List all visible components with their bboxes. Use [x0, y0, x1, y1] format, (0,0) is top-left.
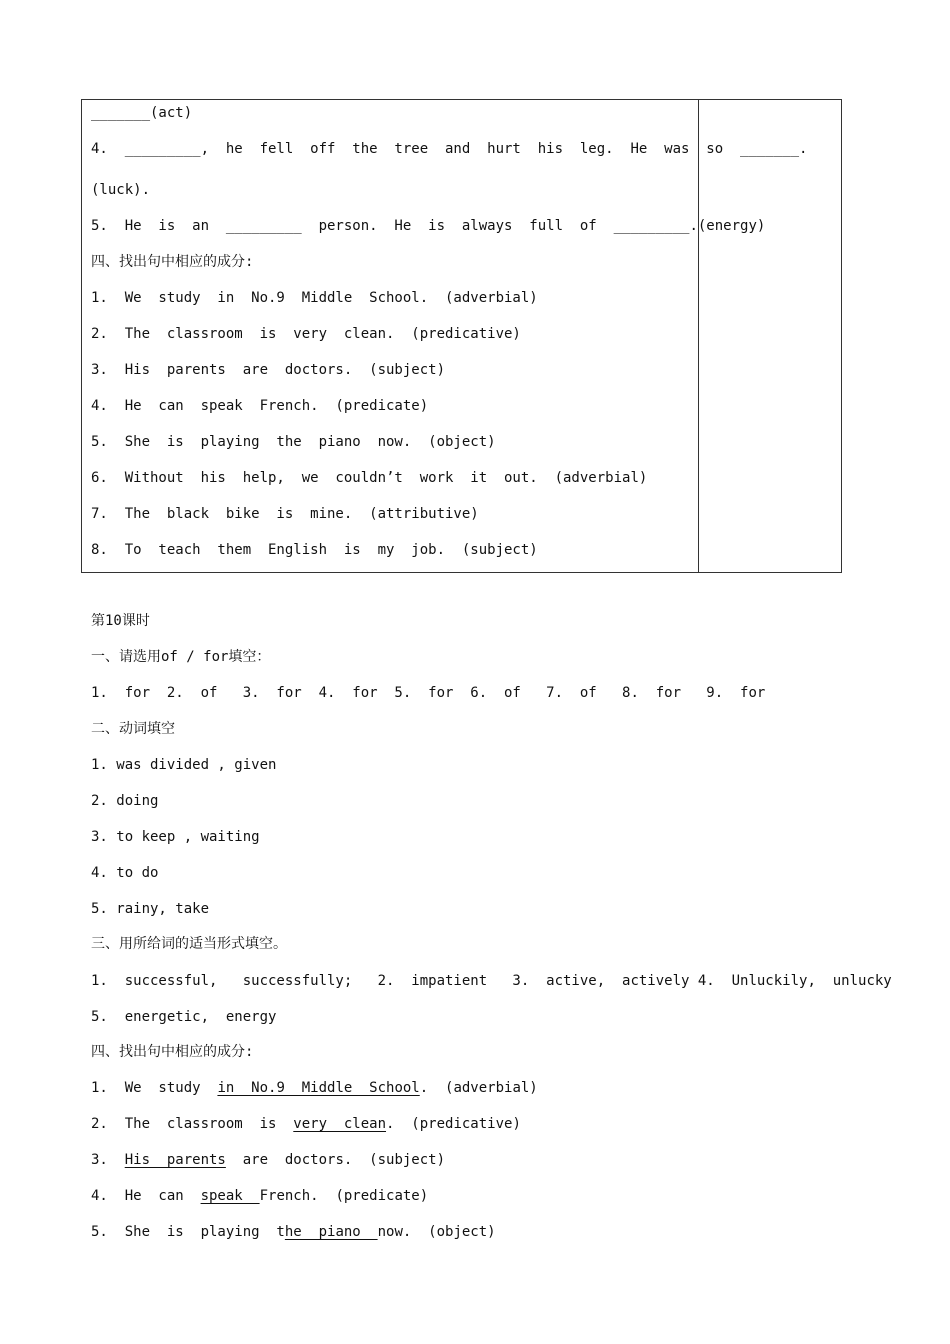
table-line: 1. We study in No.9 Middle School. (adverbial) — [91, 290, 538, 306]
answer-prefix: 2. The classroom is — [91, 1116, 294, 1132]
answer-line — [91, 1151, 445, 1169]
answer-line: 5. rainy, take — [91, 901, 210, 917]
underlined-part: speak — [200, 1188, 260, 1204]
answer-line: 5. energetic, energy — [91, 1009, 277, 1025]
section-heading: 二、动词填空 — [91, 721, 175, 737]
answer-prefix: 4. He can — [91, 1188, 201, 1204]
table-line: 7. The black bike is mine. (attributive) — [91, 506, 479, 522]
underlined-part: very clean — [293, 1116, 387, 1132]
lesson-title: 第10课时 — [91, 613, 150, 629]
answer-line — [91, 1187, 428, 1205]
answer-line: 1. for 2. of 3. for 4. for 5. for 6. of 7. of 8. for 9. for — [91, 685, 766, 701]
section-heading: 三、用所给词的适当形式填空。 — [91, 936, 287, 952]
table-line: 4. _________, he fell off the tree and hurt his leg. He was so _______. — [91, 141, 808, 157]
answer-line — [91, 1079, 538, 1097]
answer-suffix: French. (predicate) — [259, 1188, 429, 1204]
table-line: 6. Without his help, we couldn’t work it out. (adverbial) — [91, 470, 648, 486]
table-line: 4. He can speak French. (predicate) — [91, 398, 429, 414]
answer-prefix: 3. — [91, 1152, 125, 1168]
underlined-part: His parents — [124, 1152, 226, 1168]
answer-suffix: . (adverbial) — [419, 1080, 538, 1096]
answer-line: 1. was divided , given — [91, 757, 277, 773]
answer-line: 3. to keep , waiting — [91, 829, 260, 845]
answer-line — [91, 1115, 521, 1133]
answer-suffix: . (predicative) — [386, 1116, 521, 1132]
answer-line: 1. successful, successfully; 2. impatient 3. active, actively 4. Unluckily, unlucky — [91, 973, 892, 989]
table-column-divider — [698, 100, 699, 572]
table-line: 3. His parents are doctors. (subject) — [91, 362, 446, 378]
underlined-part: he piano — [284, 1224, 378, 1240]
table-line: 8. To teach them English is my job. (subject) — [91, 542, 538, 558]
section-heading: 一、请选用of / for填空： — [91, 649, 271, 665]
answer-suffix: are doctors. (subject) — [225, 1152, 446, 1168]
table-line: _______(act) — [91, 105, 193, 121]
answer-prefix: 1. We study — [91, 1080, 218, 1096]
section-heading: 四、找出句中相应的成分: — [91, 1044, 254, 1060]
answer-line: 2. doing — [91, 793, 159, 809]
answer-suffix: now. (object) — [377, 1224, 496, 1240]
table-line: (luck). — [91, 182, 151, 198]
table-line: 5. He is an _________ person. He is always full of _________.(energy) — [91, 218, 766, 234]
answer-line — [91, 1223, 496, 1241]
table-section-heading: 四、找出句中相应的成分: — [91, 254, 254, 270]
underlined-part: in No.9 Middle School — [217, 1080, 420, 1096]
answer-prefix: 5. She is playing t — [91, 1224, 285, 1240]
table-line: 2. The classroom is very clean. (predicative) — [91, 326, 521, 342]
table-line: 5. She is playing the piano now. (object) — [91, 434, 496, 450]
answer-line: 4. to do — [91, 865, 159, 881]
